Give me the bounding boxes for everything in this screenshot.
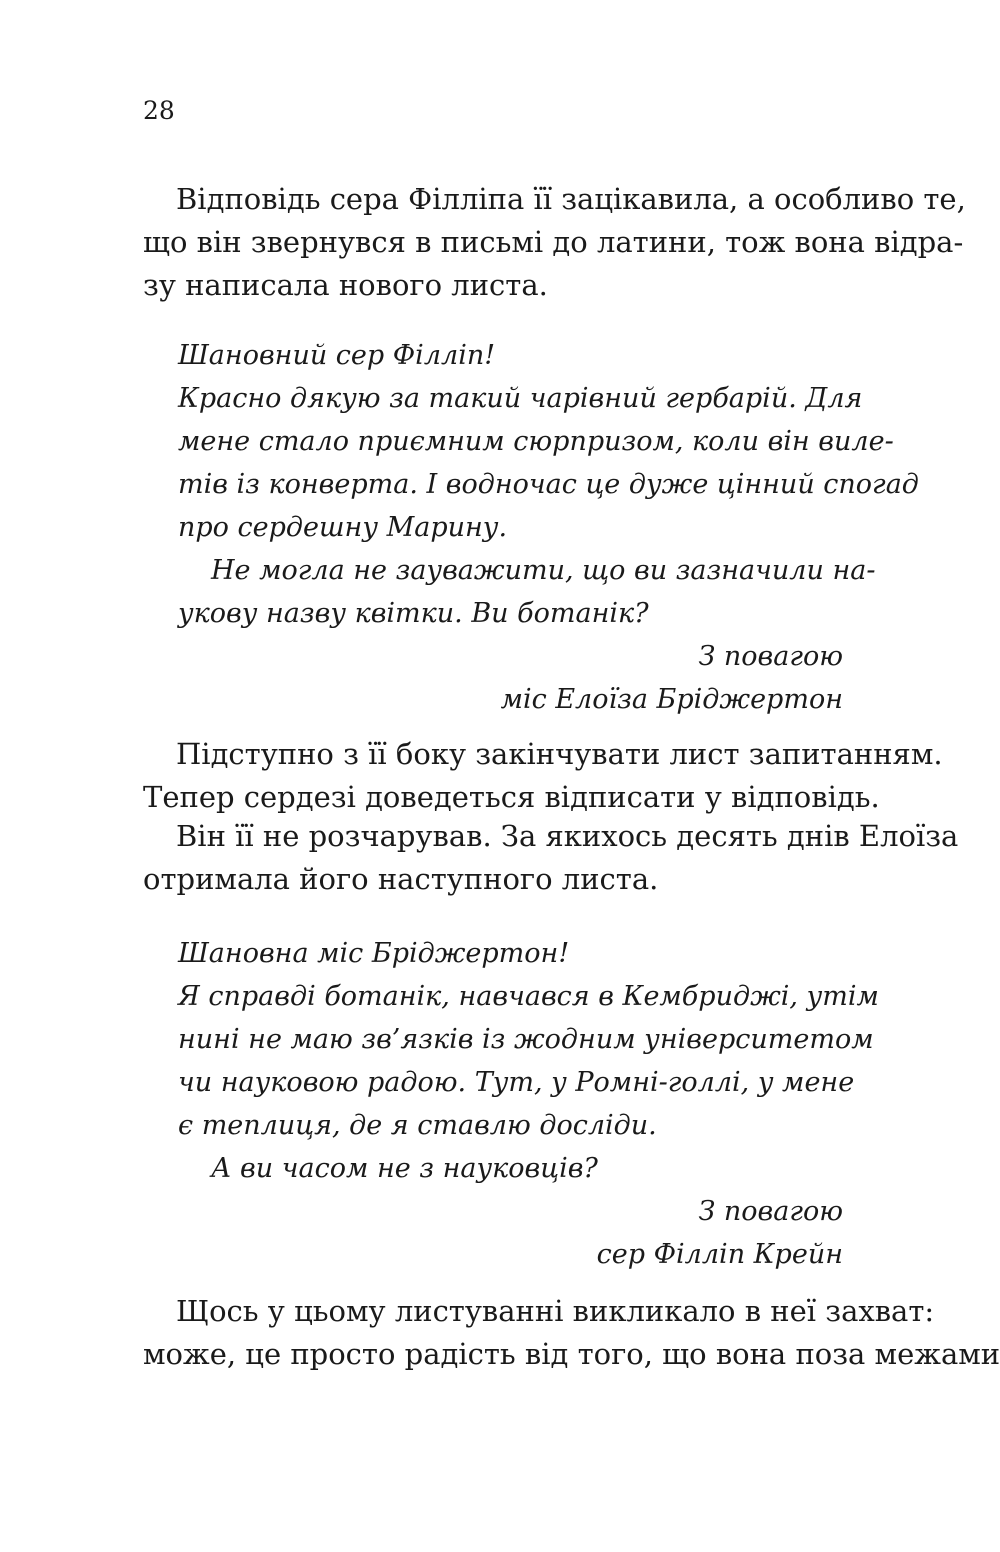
page-number: 28 xyxy=(143,96,175,125)
text-line: отримала його наступного листа. xyxy=(143,862,659,896)
paragraph-1 xyxy=(143,178,966,307)
letter-greeting: Шановний сер Філліп! xyxy=(178,340,496,371)
text-line: може, це просто радість від того, що вона поза межами xyxy=(143,1337,1000,1371)
letter-closing: З повагою xyxy=(698,641,843,672)
paragraph-2 xyxy=(143,733,943,819)
letter-line: мене стало приємним сюрпризом, коли він виле- xyxy=(178,426,894,457)
text-line: Щось у цьому листуванні викликало в неї захват: xyxy=(176,1294,935,1328)
letter-closing: З повагою xyxy=(698,1196,843,1227)
letter-line: про сердешну Марину. xyxy=(178,512,508,543)
letter-signature: міс Елоїза Бріджертон xyxy=(500,684,843,715)
text-line: Він її не розчарував. За якихось десять днів Елоїза xyxy=(176,819,959,853)
letter-line: Не могла не зауважити, що ви зазначили на- xyxy=(211,555,876,586)
letter-line: Я справді ботанік, навчався в Кембриджі, утім xyxy=(178,981,879,1012)
letter-line: є теплиця, де я ставлю досліди. xyxy=(178,1110,657,1141)
letter-1 xyxy=(178,334,919,721)
text-line: Тепер сердезі доведеться відписати у відповідь. xyxy=(143,780,880,814)
letter-line: тів із конверта. І водночас це дуже цінний спогад xyxy=(178,469,919,500)
paragraph-3 xyxy=(143,815,959,901)
letter-line: укову назву квітки. Ви ботанік? xyxy=(178,598,649,629)
text-line: Підступно з її боку закінчувати лист запитанням. xyxy=(176,737,943,771)
paragraph-4 xyxy=(143,1290,1000,1376)
letter-2 xyxy=(178,932,879,1276)
text-line: що він звернувся в письмі до латини, тож вона відра- xyxy=(143,225,964,259)
letter-line: нині не маю зв’язків із жодним університетом xyxy=(178,1024,874,1055)
letter-signature: сер Філліп Крейн xyxy=(596,1239,843,1270)
letter-greeting: Шановна міс Бріджертон! xyxy=(178,938,570,969)
text-line: Відповідь сера Філліпа її зацікавила, а особливо те, xyxy=(176,182,966,216)
letter-line: А ви часом не з науковців? xyxy=(211,1153,598,1184)
text-line: зу написала нового листа. xyxy=(143,268,548,302)
letter-line: чи науковою радою. Тут, у Ромні-голлі, у мене xyxy=(178,1067,855,1098)
letter-line: Красно дякую за такий чарівний гербарій. Для xyxy=(178,383,863,414)
